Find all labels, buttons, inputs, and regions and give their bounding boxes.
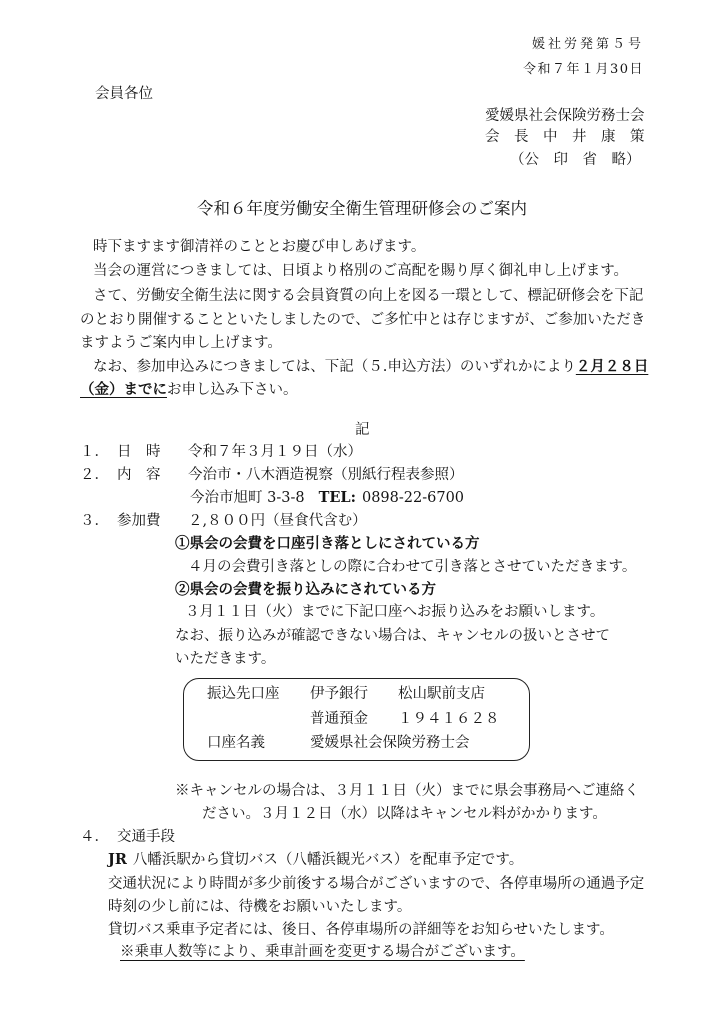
bank-row: [207, 685, 485, 703]
item-number: ４．: [80, 829, 109, 845]
fee-option2-note: いただきます。: [175, 651, 276, 667]
schedule-value: 令和７年３月１９日（水）: [188, 444, 362, 460]
venue-address-line: [190, 489, 464, 507]
document-date: 令和７年１月30日: [522, 62, 644, 77]
schedule-row: [80, 443, 362, 461]
holder-row: [207, 734, 470, 752]
item-label: 内 容: [117, 467, 161, 483]
cancel-note: ※キャンセルの場合は、３月１１日（火）までに県会事務局へご連絡く: [175, 783, 639, 799]
transport-timing: 交通状況により時間が多少前後する場合がございますので、各停車場所の通過予定: [108, 876, 645, 892]
thanks-text: 当会の運営につきましては、日頃より格別のご高配を賜り厚く御礼申し上げます。: [93, 263, 629, 279]
deadline-lead: なお、参加申込みにつきましては、下記（５.申込方法）のいずれかにより: [93, 359, 576, 375]
account-row: [207, 710, 500, 728]
item-number: １．: [80, 444, 109, 460]
account-number: １９４１６２８: [398, 711, 500, 727]
transport-bus: 八幡浜駅から貸切バス（八幡浜観光バス）を配車予定です。: [132, 852, 524, 868]
fee-row: [80, 512, 367, 530]
transport-details: 貸切バス乗車予定者には、後日、各停車場所の詳細等をお知らせいたします。: [108, 922, 614, 938]
fee-option2-note: なお、振り込みが確認できない場合は、キャンセルの扱いとさせて: [175, 628, 610, 644]
item-label: 交通手段: [117, 829, 175, 845]
fee-value: ２,８００円（昼食代含む）: [188, 513, 367, 529]
holder-label: 口座名義: [207, 735, 265, 751]
item-number: ２．: [80, 467, 109, 483]
bank-name: 伊予銀行: [310, 686, 368, 702]
addressee: 会員各位: [95, 86, 153, 102]
purpose-line: さて、労働安全衛生法に関する会員資質の向上を図る一環として、標記研修会を下記: [93, 288, 644, 304]
fee-option1-heading: ①県会の会費を口座引き落としにされている方: [175, 535, 480, 552]
deadline-day: （金）までに: [80, 381, 167, 398]
transport-note: ※乗車人数等により、乗車計画を変更する場合がございます。: [120, 944, 525, 960]
purpose-line: のとおり開催することといたしましたので、ご多忙中とは存じますが、ご参加いただき: [80, 312, 646, 328]
purpose-line: ますようご案内申し上げます。: [80, 335, 282, 351]
item-number: ３．: [80, 513, 109, 529]
tel-number: 0898-22-6700: [361, 490, 465, 506]
deadline-date: ２月２８日: [575, 358, 649, 375]
transport-bus-line: [108, 851, 523, 869]
rail-company: JR: [108, 851, 127, 868]
sender-org: 愛媛県社会保険労務士会: [485, 108, 645, 124]
ki-heading: 記: [355, 422, 370, 438]
content-row: [80, 466, 464, 484]
content-value: 今治市・八木酒造視察（別紙行程表参照）: [188, 467, 464, 483]
tel-label: TEL:: [318, 489, 356, 506]
deadline-line: [80, 381, 298, 399]
fee-option2-text: ３月１１日（火）までに下記口座へお振り込みをお願いします。: [185, 604, 605, 620]
seal-note: （公 印 省 略）: [510, 152, 641, 168]
transport-timing: 時刻の少し前には、待機をお願いいたします。: [108, 899, 412, 915]
sender-president: 会 長 中 井 康 策: [485, 129, 645, 145]
deadline-rest: お申し込み下さい。: [167, 382, 298, 398]
account-label: 振込先口座: [207, 686, 280, 702]
holder-name: 愛媛県社会保険労務士会: [310, 735, 470, 751]
cancel-note: ださい。３月１２日（水）以降はキャンセル料がかかります。: [202, 806, 607, 822]
greeting-text: 時下ますます御清祥のこととお慶び申しあげます。: [93, 239, 426, 255]
fee-option1-text: ４月の会費引き落としの際に合わせて引き落とさせていただきます。: [188, 559, 637, 575]
item-label: 日 時: [117, 444, 161, 460]
fee-option2-heading: ②県会の会費を振り込みにされている方: [175, 581, 436, 598]
account-type: 普通預金: [310, 711, 368, 727]
document-title: 令和６年度労働安全衛生管理研修会のご案内: [197, 199, 527, 218]
deadline-line: [93, 358, 648, 376]
branch-name: 松山駅前支店: [398, 686, 485, 702]
item-label: 参加費: [117, 513, 161, 529]
venue-address: 今治市旭町 3-3-8: [190, 490, 305, 506]
document-number: 媛社労発第５号: [531, 37, 644, 52]
transport-row: [80, 828, 175, 846]
